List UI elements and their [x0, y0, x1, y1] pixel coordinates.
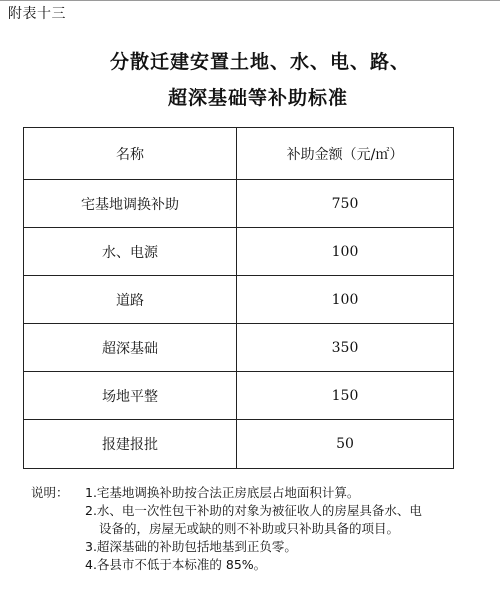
table-row — [24, 372, 454, 420]
row-name-cell: 报建报批 — [24, 420, 237, 469]
note-text: 4.各县市不低于本标准的 85%。 — [85, 557, 267, 572]
note-item-2-continuation: 设备的，房屋无或缺的则不补助或只补助具备的项目。 — [99, 521, 400, 536]
top-rule — [0, 0, 500, 1]
row-amount-cell: 100 — [237, 276, 454, 324]
table-row — [24, 228, 454, 276]
note-item-4 — [31, 556, 422, 574]
table-row — [24, 324, 454, 372]
document-title-line-1: 分散迁建安置土地、水、电、路、 — [109, 51, 410, 73]
note-item-1 — [31, 484, 422, 502]
table-header-row — [24, 128, 454, 180]
row-name-cell: 道路 — [24, 276, 237, 324]
row-amount-cell: 750 — [237, 180, 454, 228]
column-header-amount: 补助金额（元/㎡） — [237, 128, 454, 180]
subsidy-standards-table — [23, 127, 454, 469]
table-row — [24, 420, 454, 469]
note-text: 2.水、电一次性包干补助的对象为被征收人的房屋具备水、电 — [85, 503, 422, 518]
row-name-cell: 超深基础 — [24, 324, 237, 372]
note-item-3 — [31, 538, 422, 556]
table-row — [24, 180, 454, 228]
note-text: 1.宅基地调换补助按合法正房底层占地面积计算。 — [85, 485, 360, 500]
note-item-2 — [31, 502, 422, 520]
row-name-cell: 场地平整 — [24, 372, 237, 420]
row-amount-cell: 150 — [237, 372, 454, 420]
row-amount-cell: 100 — [237, 228, 454, 276]
row-amount-cell: 50 — [237, 420, 454, 469]
row-name-cell: 水、电源 — [24, 228, 237, 276]
row-amount-cell: 350 — [237, 324, 454, 372]
row-name-cell: 宅基地调换补助 — [24, 180, 237, 228]
notes-section — [31, 484, 422, 574]
document-title-line-2: 超深基础等补助标准 — [167, 87, 348, 109]
notes-lead-label: 说明： — [31, 485, 69, 500]
table-row — [24, 276, 454, 324]
column-header-name: 名称 — [24, 128, 237, 180]
appendix-label: 附表十三 — [8, 6, 66, 22]
note-text: 3.超深基础的补助包括地基到正负零。 — [85, 539, 297, 554]
